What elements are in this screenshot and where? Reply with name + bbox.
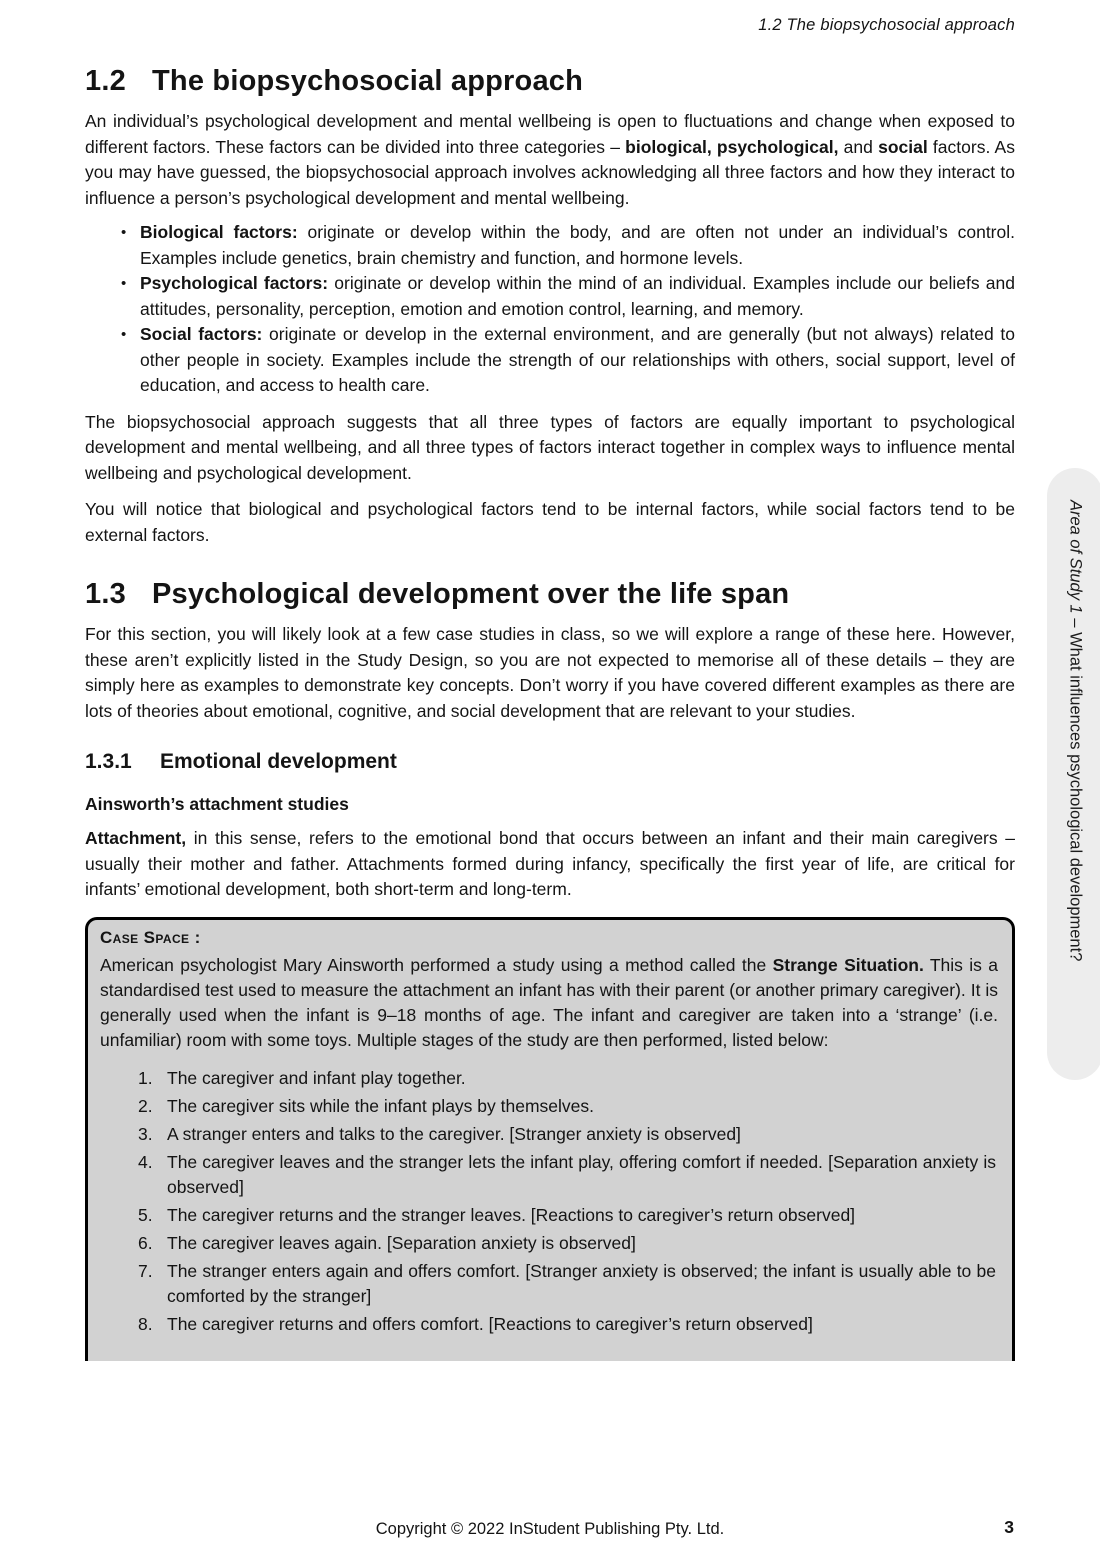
footer-copyright: Copyright © 2022 InStudent Publishing Pty. Ltd. [375, 1520, 725, 1538]
area-of-study-question: What influences psychological development? [1066, 632, 1085, 962]
factor-list [85, 220, 1015, 399]
section-title: The biopsychosocial approach [152, 65, 584, 97]
step-number: 6. [138, 1232, 153, 1253]
step-number: 3. [138, 1123, 153, 1144]
section-heading-1-2 [85, 65, 1015, 98]
area-of-study-label: Area of Study 1 – [1066, 500, 1085, 633]
ainsworth-subheading: Ainsworth’s attachment studies [85, 794, 349, 814]
step-number: 8. [138, 1313, 153, 1334]
area-of-study-tab [1047, 468, 1100, 1080]
step-item [100, 1259, 998, 1309]
step-number: 7. [138, 1260, 153, 1281]
step-item [100, 1066, 998, 1091]
case-space-intro: American psychologist Mary Ainsworth performed a study using a method called the Strange Situation. This is a standardised test used to measure the attachment an infant has with their parent (or another primary caregiver). It is generally used when the infant is 9–18 months of age. The infant and caregiver are taken into a ‘strange’ (i.e. unfamiliar) room with some toys. Multiple stages of the study are then performed, listed below: [100, 954, 998, 1050]
intro-paragraph: An individual’s psychological development and mental wellbeing is open to fluctuations and change when exposed to different factors. These factors can be divided into three categories – biological, psychological, and social factors. As you may have guessed, the biopsychosocial approach involves acknowledging all three factors and how they interact to influence a person’s psychological development and mental wellbeing. [85, 111, 1015, 208]
subsection-title: Emotional development [160, 750, 397, 773]
step-text: A stranger enters and talks to the caregiver. [Stranger anxiety is observed] [167, 1123, 741, 1144]
list-item-text: Social factors: originate or develop in the external environment, and are generally (but not always) related to other people in society. Examples include the strength of our relationships with others, social support, level of education, and access to health care. [140, 324, 1015, 395]
attachment-paragraph: Attachment, in this sense, refers to the emotional bond that occurs between an infant and their main caregivers – usually their mother and father. Attachments formed during infancy, specifically the first year of life, are critical for infants’ emotional development, both short-term and long-term. [85, 828, 1015, 899]
page-number: 3 [1004, 1517, 1014, 1537]
area-of-study-tab-text [1066, 500, 1085, 1080]
step-item [100, 1094, 998, 1119]
step-number: 1. [138, 1067, 153, 1088]
step-number: 2. [138, 1095, 153, 1116]
section-number: 1.2 [85, 65, 126, 97]
step-text: The caregiver returns and offers comfort. [Reactions to caregiver’s return observed] [167, 1313, 813, 1334]
step-number: 5. [138, 1204, 153, 1225]
step-item [100, 1312, 998, 1337]
step-text: The caregiver leaves again. [Separation anxiety is observed] [167, 1232, 636, 1253]
list-item-text: Biological factors: originate or develop within the body, and are often not under an individual’s control. Examples include genetics, brain chemistry and function, and hormone levels. [140, 222, 1015, 268]
bullet-icon: • [121, 326, 127, 343]
step-item [100, 1231, 998, 1256]
step-text: The caregiver and infant play together. [167, 1067, 466, 1088]
step-text: The caregiver leaves and the stranger lets the infant play, offering comfort if needed. [Separation anxiety is observed] [167, 1151, 996, 1197]
list-item-psychological [85, 271, 1015, 322]
section-title: Psychological development over the life span [152, 578, 790, 610]
bullet-icon: • [121, 275, 127, 292]
step-text: The caregiver returns and the stranger leaves. [Reactions to caregiver’s return observed] [167, 1204, 856, 1225]
subsection-number: 1.3.1 [85, 750, 132, 773]
section-number: 1.3 [85, 578, 126, 610]
summary-paragraph: The biopsychosocial approach suggests that all three types of factors are equally important to psychological development and mental wellbeing, and all three types of factors interact together in complex ways to influence mental wellbeing and psychological development. [85, 411, 1015, 483]
list-item-biological [85, 220, 1015, 271]
case-space-box [85, 917, 1015, 1361]
section-1-3-intro-paragraph: For this section, you will likely look at a few case studies in class, so we will explore a range of these here. However, these aren’t explicitly listed in the Study Design, so you are not expected to memorise all of these details – they are simply here as examples to demonstrate key concepts. Don’t worry if you have covered different examples as there are lots of theories about emotional, cognitive, and social development that are relevant to your studies. [85, 624, 1015, 721]
step-text: The stranger enters again and offers comfort. [Stranger anxiety is observed; the infant is usually able to be comforted by the stranger] [167, 1260, 996, 1306]
section-heading-1-3 [85, 578, 1015, 611]
running-header: 1.2 The biopsychosocial approach [758, 16, 1015, 34]
step-text: The caregiver sits while the infant plays by themselves. [167, 1095, 594, 1116]
bullet-icon: • [121, 224, 127, 241]
strange-situation-steps [100, 1066, 998, 1337]
step-item [100, 1150, 998, 1200]
internal-external-paragraph: You will notice that biological and psychological factors tend to be internal factors, while social factors tend to be external factors. [85, 499, 1015, 545]
list-item-social [85, 322, 1015, 399]
step-item [100, 1203, 998, 1228]
step-item [100, 1122, 998, 1147]
step-number: 4. [138, 1151, 153, 1172]
subsection-heading-1-3-1 [85, 750, 1015, 774]
case-space-label: Case Space : [100, 927, 201, 947]
list-item-text: Psychological factors: originate or develop within the mind of an individual. Examples include our beliefs and attitudes, personality, perception, emotion and emotion control, learning, and memory. [140, 273, 1015, 319]
